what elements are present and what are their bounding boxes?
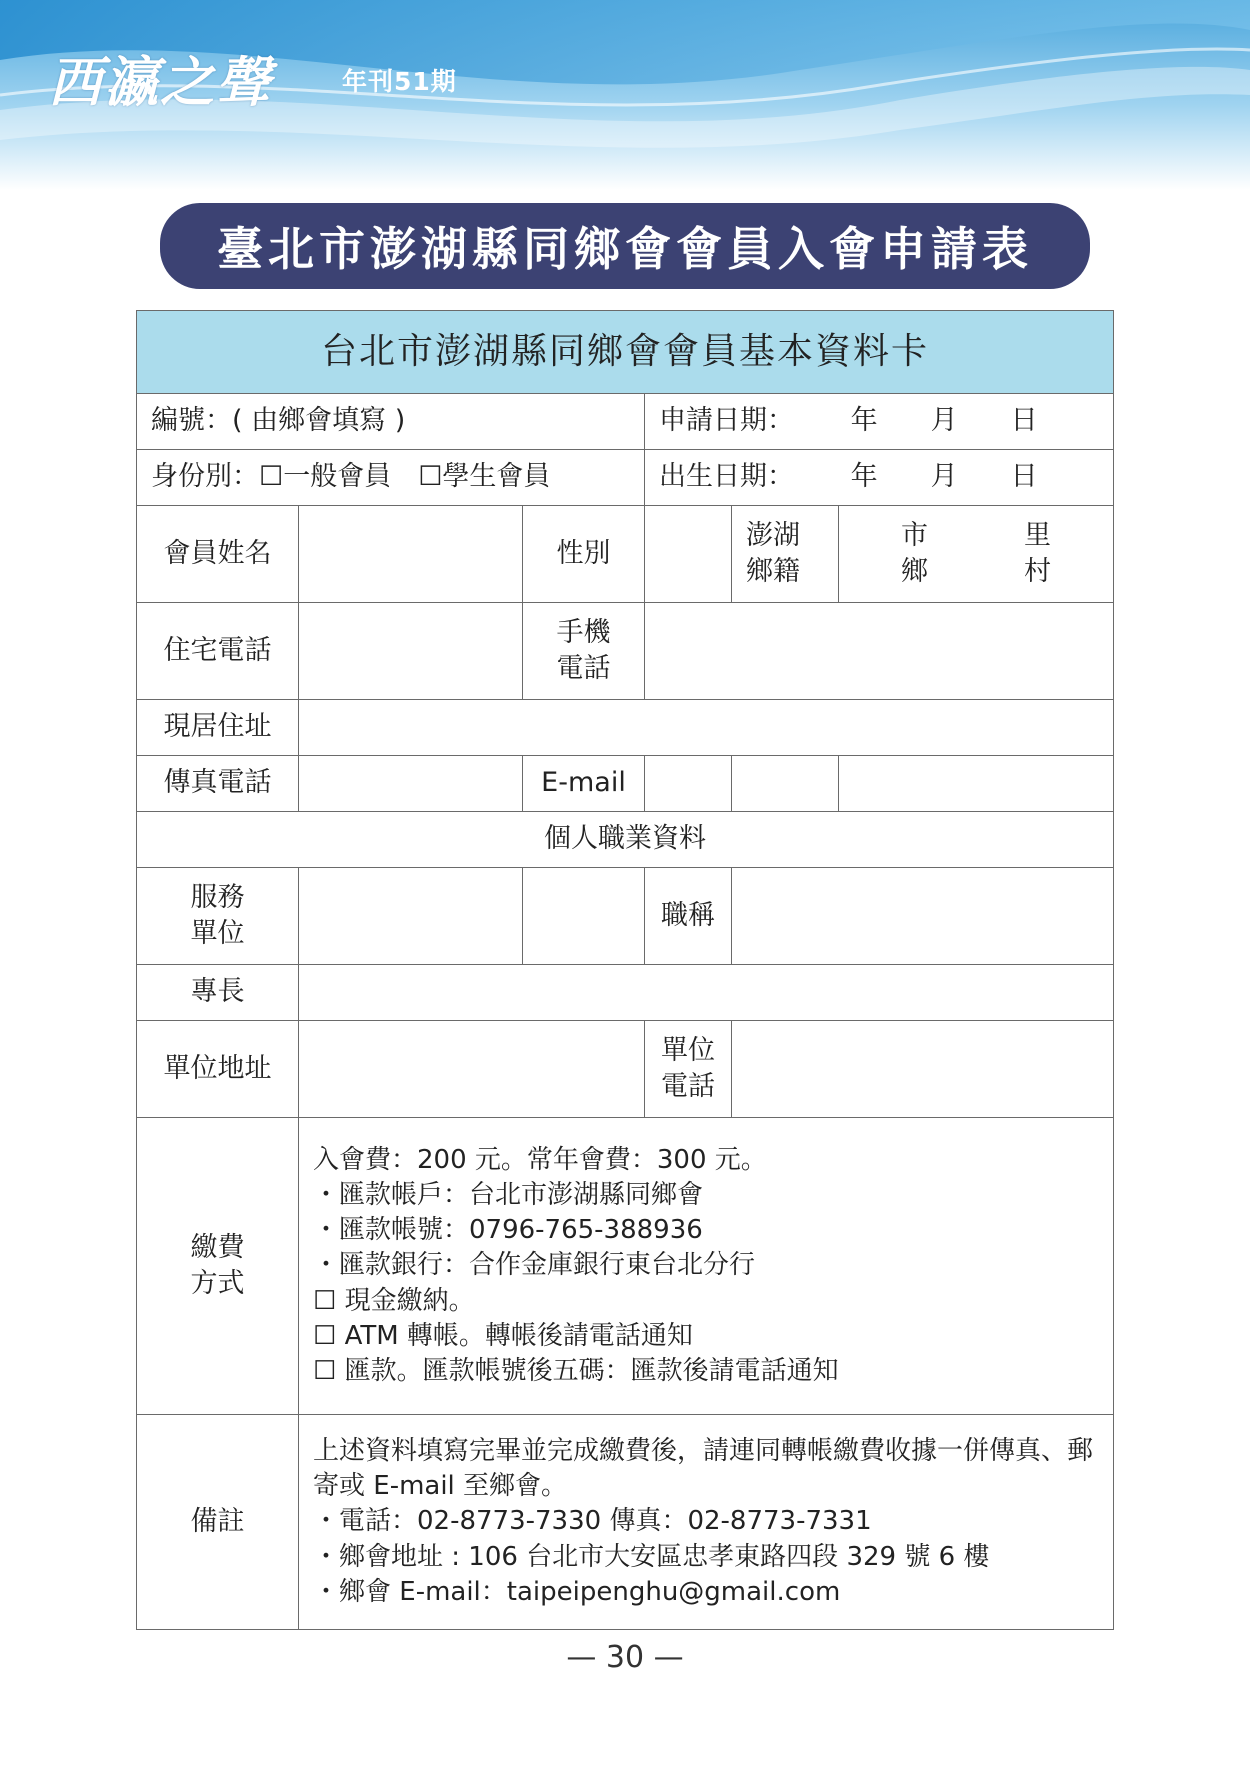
member-name-label: 會員姓名: [137, 506, 299, 603]
native-place-label-line2: 鄉籍: [746, 556, 800, 587]
work-phone-label-line2: 電話: [661, 1071, 715, 1102]
work-phone-input[interactable]: [732, 1021, 1114, 1118]
mobile-input[interactable]: [645, 603, 1114, 700]
member-name-input[interactable]: [299, 506, 523, 603]
apply-date-label: 申請日期：: [659, 405, 794, 437]
home-phone-label: 住宅電話: [137, 603, 299, 700]
application-form: [136, 310, 1113, 1630]
payment-label-line1: 繳費: [190, 1231, 245, 1263]
identity-field[interactable]: 身份別：☐一般會員 ☐學生會員: [137, 450, 645, 506]
village-label: 村: [1024, 556, 1052, 587]
payment-label-line2: 方式: [190, 1268, 245, 1299]
mobile-label: [523, 603, 645, 700]
month-label: 月: [930, 405, 958, 437]
native-place-label-line1: 澎湖: [746, 519, 800, 551]
title-banner: [160, 203, 1090, 289]
mobile-label-line1: 手機: [556, 616, 611, 648]
page-title: 臺北市澎湖縣同鄉會會員入會申請表: [217, 222, 1033, 276]
notes-label: 備註: [137, 1415, 299, 1630]
birth-date-field[interactable]: [645, 450, 1114, 506]
mobile-label-line2: 電話: [556, 653, 611, 684]
work-address-input[interactable]: [299, 1021, 645, 1118]
card-title: 台北市澎湖縣同鄉會會員基本資料卡: [137, 311, 1114, 394]
day-label: 日: [1010, 405, 1038, 437]
magazine-logo: 西瀛之聲: [48, 50, 272, 114]
notes-details: [299, 1415, 1114, 1630]
employer-input[interactable]: [299, 868, 523, 965]
notes-instruction: 上述資料填寫完畢並完成繳費後，請連同轉帳繳費收據一併傳真、郵寄或 E-mail 至鄉會。: [313, 1436, 1094, 1502]
email-label: E-mail: [523, 756, 645, 812]
payment-details: [299, 1118, 1114, 1415]
employer-input-extra[interactable]: [523, 868, 645, 965]
work-phone-label-line1: 單位: [661, 1034, 715, 1066]
day-label: 日: [1010, 461, 1038, 493]
email-input-part3[interactable]: [839, 756, 1114, 812]
month-label: 月: [930, 461, 958, 493]
email-input-part1[interactable]: [645, 756, 732, 812]
native-place-input[interactable]: [839, 506, 1114, 603]
header-banner: [0, 0, 1250, 190]
specialty-label: 專長: [137, 965, 299, 1021]
email-input-part2[interactable]: [732, 756, 839, 812]
li-label: 里: [1024, 519, 1052, 551]
payment-method-label: [137, 1118, 299, 1415]
page-number: — 30 —: [566, 1640, 684, 1675]
employer-label: [137, 868, 299, 965]
employer-label-line1: 服務: [190, 881, 245, 913]
association-email: ・鄉會 E-mail：taipeipenghu@gmail.com: [313, 1576, 841, 1607]
issue-label: 年刊51期: [342, 67, 457, 96]
job-title-label: 職稱: [645, 868, 732, 965]
contact-phone-fax: ・電話：02-8773-7330 傳真：02-8773-7331: [313, 1506, 872, 1537]
home-phone-input[interactable]: [299, 603, 523, 700]
address-label: 現居住址: [137, 700, 299, 756]
birth-date-label: 出生日期：: [659, 461, 794, 493]
city-label: 市: [901, 519, 929, 551]
member-data-card: [136, 310, 1114, 1630]
cash-checkbox-option[interactable]: ☐ 現金繳納。: [313, 1285, 475, 1316]
native-place-label: [732, 506, 839, 603]
apply-date-field[interactable]: [645, 394, 1114, 450]
address-input[interactable]: [299, 700, 1114, 756]
employer-label-line2: 單位: [190, 918, 245, 949]
work-address-label: 單位地址: [137, 1021, 299, 1118]
association-address: ・鄉會地址 : 106 台北市大安區忠孝東路四段 329 號 6 樓: [313, 1541, 990, 1572]
fee-line: 入會費：200 元。常年會費：300 元。: [313, 1145, 767, 1176]
atm-checkbox-option[interactable]: ☐ ATM 轉帳。轉帳後請電話通知: [313, 1320, 693, 1351]
remittance-checkbox-option[interactable]: ☐ 匯款。匯款帳號後五碼：匯款後請電話通知: [313, 1355, 839, 1386]
year-label: 年: [850, 461, 878, 493]
bank-account-number: ・匯款帳號：0796-765-388936: [313, 1215, 703, 1246]
township-label: 鄉: [901, 556, 929, 587]
career-section-heading: 個人職業資料: [137, 812, 1114, 868]
serial-number-field[interactable]: 編號：( 由鄉會填寫 ): [137, 394, 645, 450]
job-title-input[interactable]: [732, 868, 1114, 965]
bank-name: ・匯款銀行：合作金庫銀行東台北分行: [313, 1250, 756, 1281]
work-phone-label: [645, 1021, 732, 1118]
gender-label: 性別: [523, 506, 645, 603]
year-label: 年: [850, 405, 878, 437]
specialty-input[interactable]: [299, 965, 1114, 1021]
bank-account-name: ・匯款帳戶：台北市澎湖縣同鄉會: [313, 1180, 704, 1211]
fax-label: 傳真電話: [137, 756, 299, 812]
gender-input[interactable]: [645, 506, 732, 603]
fax-input[interactable]: [299, 756, 523, 812]
